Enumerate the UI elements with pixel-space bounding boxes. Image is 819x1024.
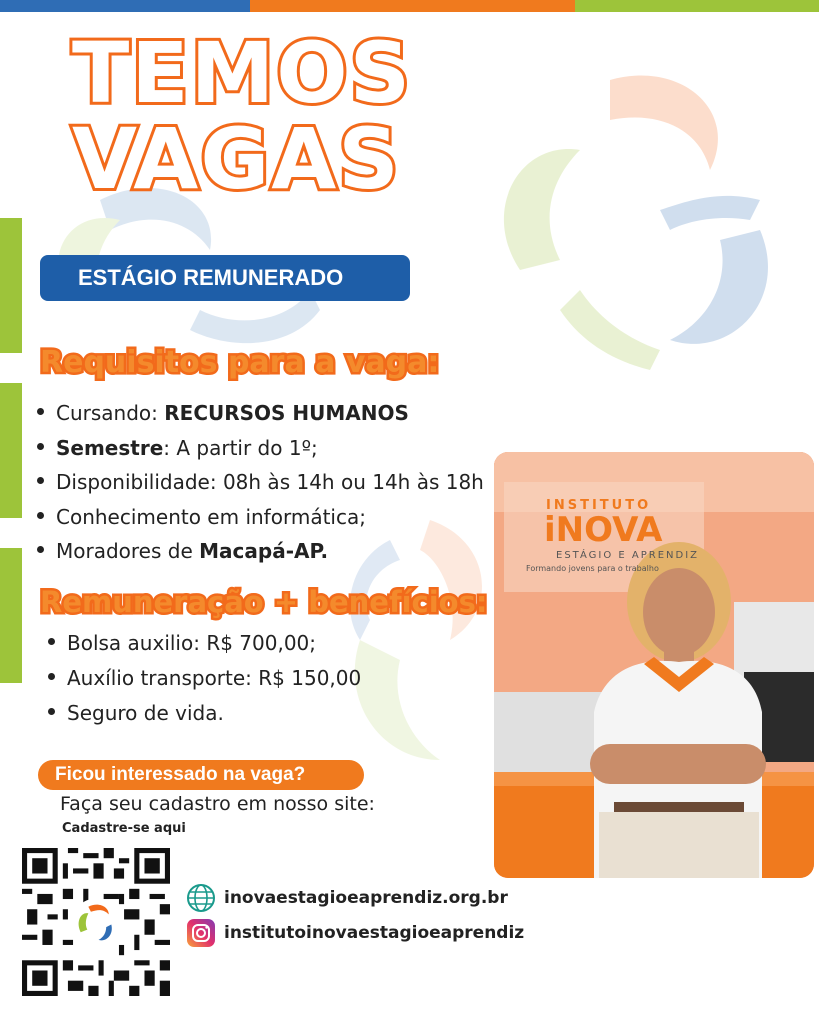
- strip-blue: [0, 0, 250, 12]
- internship-badge: ESTÁGIO REMUNERADO: [40, 255, 410, 301]
- headline-line-2: VAGAS: [72, 110, 401, 208]
- sign-brand: iNOVA: [544, 510, 663, 550]
- sign-top: INSTITUTO: [546, 498, 652, 513]
- side-bar-green: [0, 218, 22, 353]
- instagram-icon: [186, 918, 216, 948]
- sign-tagline: Formando jovens para o trabalho: [526, 564, 659, 573]
- requirements-heading: Requisitos para a vaga:: [40, 345, 440, 380]
- headline: [72, 24, 432, 208]
- side-bar-green: [0, 548, 22, 683]
- strip-orange: [250, 0, 575, 12]
- list-item: Semestre: A partir do 1º;: [34, 431, 484, 466]
- side-bar-green: [0, 383, 22, 518]
- headline-line-1: TEMOS: [72, 24, 413, 122]
- benefits-heading: Remuneração + benefícios:: [40, 585, 488, 619]
- list-item: Auxílio transporte: R$ 150,00: [45, 661, 361, 696]
- interest-pill: Ficou interessado na vaga?: [38, 760, 364, 790]
- list-item: Conhecimento em informática;: [34, 500, 484, 535]
- strip-green: [575, 0, 819, 12]
- logo-watermark-icon: [460, 40, 819, 380]
- student-photo: [494, 452, 814, 878]
- list-item: Seguro de vida.: [45, 696, 361, 731]
- website-contact[interactable]: [186, 883, 508, 913]
- signup-instruction: Faça seu cadastro em nosso site:: [60, 793, 375, 815]
- globe-icon: [186, 883, 216, 913]
- top-color-strip: [0, 0, 819, 12]
- requirements-list: [34, 396, 484, 569]
- website-url[interactable]: inovaestagioeaprendiz.org.br: [224, 888, 508, 908]
- list-item: Bolsa auxilio: R$ 700,00;: [45, 626, 361, 661]
- instagram-contact[interactable]: [186, 918, 524, 948]
- list-item: Moradores de Macapá-AP.: [34, 534, 484, 569]
- sign-sub: ESTÁGIO E APRENDIZ: [556, 550, 700, 561]
- list-item: Disponibilidade: 08h às 14h ou 14h às 18h: [34, 465, 484, 500]
- qr-code[interactable]: [22, 848, 170, 996]
- instagram-handle[interactable]: institutoinovaestagioeaprendiz: [224, 923, 525, 943]
- benefits-list: [45, 626, 361, 731]
- list-item: Cursando: RECURSOS HUMANOS: [34, 396, 484, 431]
- signup-link[interactable]: Cadastre-se aqui: [62, 821, 186, 836]
